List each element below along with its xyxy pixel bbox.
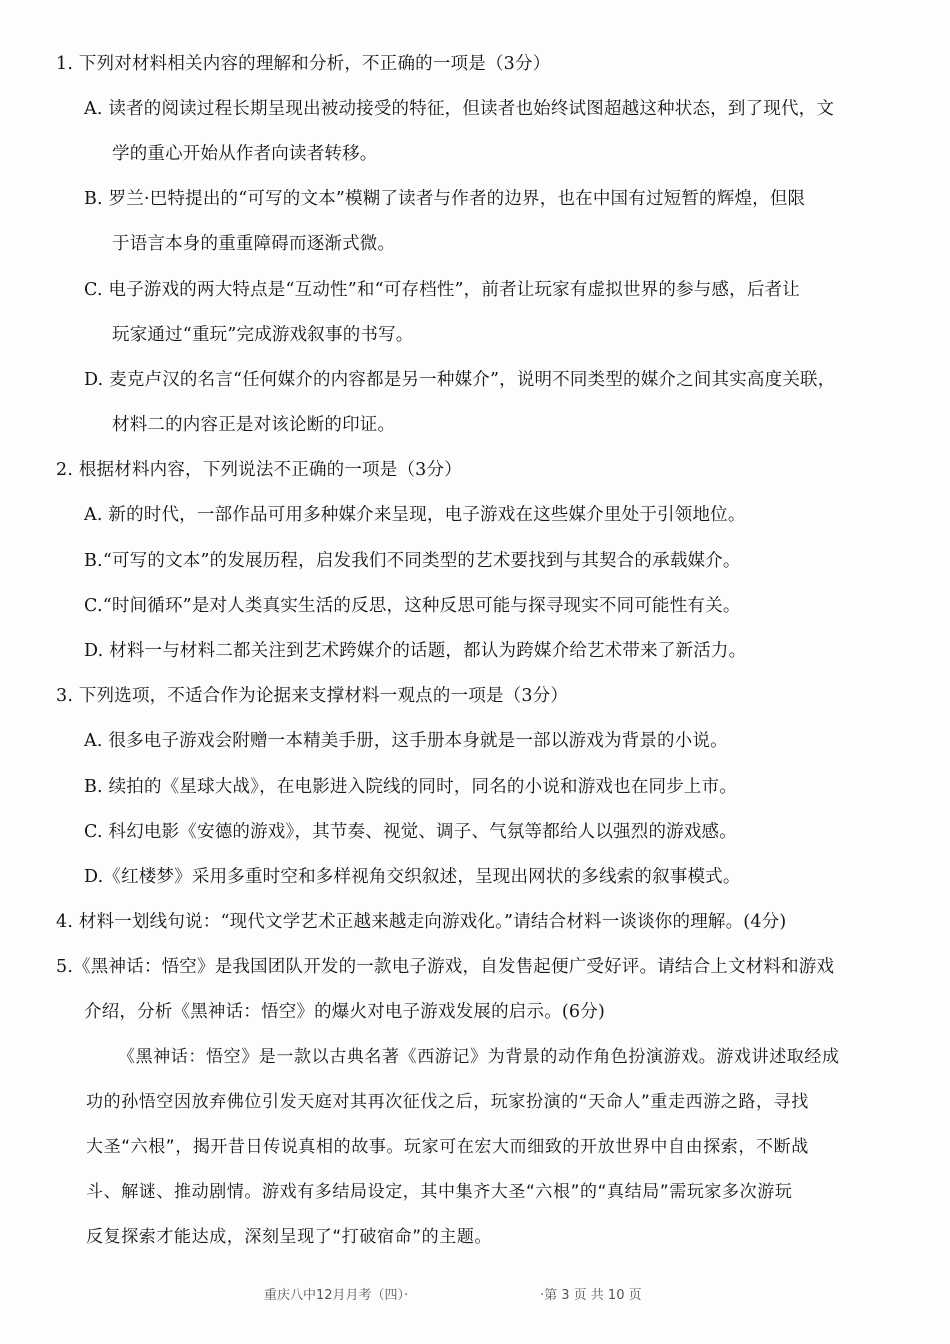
passage-line-4: 斗、解谜、推动剧情。游戏有多结局设定，其中集齐大圣“六根”的“真结局”需玩家多次游玩: [86, 1182, 793, 1202]
passage-line-5: 反复探索才能达成，深刻呈现了“打破宿命”的主题。: [86, 1227, 493, 1247]
q2-option-d: D. 材料一与材料二都关注到艺术跨媒介的话题，都认为跨媒介给艺术带来了新活力。: [84, 641, 747, 661]
q3-option-a: A. 很多电子游戏会附赠一本精美手册，这手册本身就是一部以游戏为背景的小说。: [84, 731, 728, 751]
q4-stem: 4. 材料一划线句说：“现代文学艺术正越来越走向游戏化。”请结合材料一谈谈你的理解。(4分): [56, 912, 787, 932]
q2-option-b: B.“可写的文本”的发展历程，启发我们不同类型的艺术要找到与其契合的承载媒介。: [84, 551, 741, 571]
passage-line-2: 功的孙悟空因放弃佛位引发天庭对其再次征伐之后，玩家扮演的“天命人”重走西游之路，寻找: [86, 1092, 809, 1112]
footer-exam-name: 重庆八中12月月考（四）·: [264, 1288, 409, 1303]
passage-line-1: 《黑神话：悟空》是一款以古典名著《西游记》为背景的动作角色扮演游戏。游戏讲述取经成: [118, 1047, 840, 1067]
q1-option-c: C. 电子游戏的两大特点是“互动性”和“可存档性”，前者让玩家有虚拟世界的参与感，后者让: [84, 280, 800, 300]
q2-option-a: A. 新的时代，一部作品可用多种媒介来呈现，电子游戏在这些媒介里处于引领地位。: [84, 505, 746, 525]
q1-option-c-cont: 玩家通过“重玩”完成游戏叙事的书写。: [112, 325, 414, 345]
q1-option-b: B. 罗兰·巴特提出的“可写的文本”模糊了读者与作者的边界，也在中国有过短暂的辉煌，但限: [84, 189, 806, 209]
q1-option-d: D. 麦克卢汉的名言“任何媒介的内容都是另一种媒介”，说明不同类型的媒介之间其实高度关联，: [84, 370, 836, 390]
q2-stem: 2. 根据材料内容，下列说法不正确的一项是（3分）: [56, 460, 462, 480]
q3-option-c: C. 科幻电影《安德的游戏》，其节奏、视觉、调子、气氛等都给人以强烈的游戏感。: [84, 822, 737, 842]
footer-page-number: ·第 3 页 共 10 页: [540, 1288, 642, 1303]
q5-stem: 5.《黑神话：悟空》是我国团队开发的一款电子游戏，自发售起便广受好评。请结合上文材料和游戏: [56, 957, 835, 977]
q1-option-a-cont: 学的重心开始从作者向读者转移。: [112, 144, 378, 164]
q3-stem: 3. 下列选项，不适合作为论据来支撑材料一观点的一项是（3分）: [56, 686, 569, 706]
q3-option-b: B. 续拍的《星球大战》，在电影进入院线的同时，同名的小说和游戏也在同步上市。: [84, 777, 738, 797]
q1-option-b-cont: 于语言本身的重重障碍而逐渐式微。: [112, 234, 396, 254]
q5-stem-cont: 介绍，分析《黑神话：悟空》的爆火对电子游戏发展的启示。(6分): [84, 1002, 605, 1022]
q2-option-c: C.“时间循环”是对人类真实生活的反思，这种反思可能与探寻现实不同可能性有关。: [84, 596, 741, 616]
q3-option-d: D.《红楼梦》采用多重时空和多样视角交织叙述，呈现出网状的多线索的叙事模式。: [84, 867, 741, 887]
q1-option-d-cont: 材料二的内容正是对该论断的印证。: [112, 415, 396, 435]
q1-stem: 1. 下列对材料相关内容的理解和分析，不正确的一项是（3分）: [56, 54, 551, 74]
q1-option-a: A. 读者的阅读过程长期呈现出被动接受的特征，但读者也始终试图超越这种状态，到了现代，文: [84, 99, 835, 119]
passage-line-3: 大圣“六根”，揭开昔日传说真相的故事。玩家可在宏大而细致的开放世界中自由探索，不断战: [86, 1137, 809, 1157]
